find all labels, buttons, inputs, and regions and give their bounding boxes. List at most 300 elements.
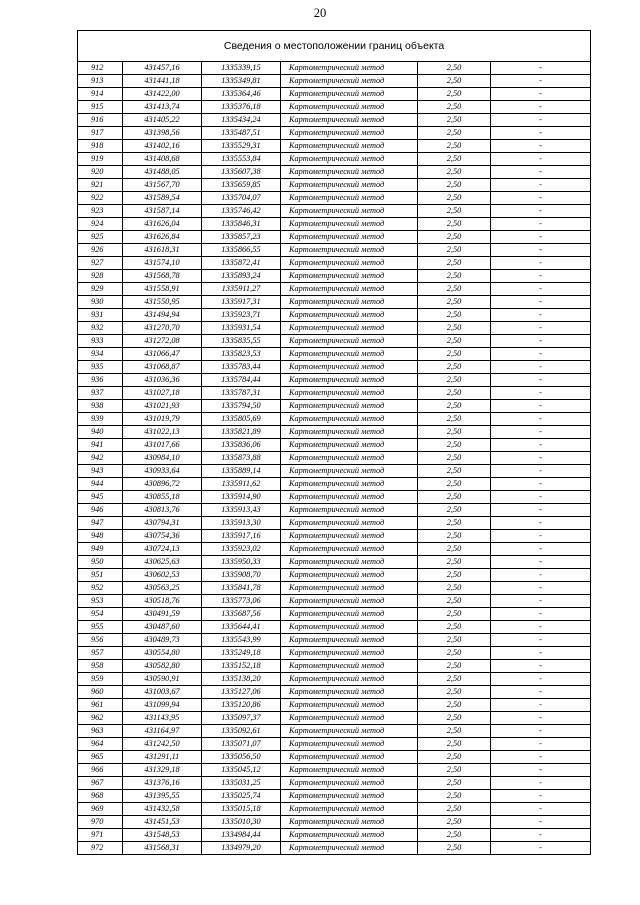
table-row — [78, 764, 591, 777]
description-cell: - — [491, 166, 591, 179]
y-coordinate-cell: 1335923,02 — [202, 543, 281, 556]
method-cell: Картометрический метод — [281, 673, 418, 686]
method-cell: Картометрический метод — [281, 348, 418, 361]
method-cell: Картометрический метод — [281, 816, 418, 829]
point-number-cell: 963 — [78, 725, 123, 738]
y-coordinate-cell: 1335015,18 — [202, 803, 281, 816]
point-number-cell: 941 — [78, 439, 123, 452]
x-coordinate-cell: 430582,80 — [123, 660, 202, 673]
y-coordinate-cell: 1335031,25 — [202, 777, 281, 790]
method-cell: Картометрический метод — [281, 608, 418, 621]
description-cell: - — [491, 660, 591, 673]
table-row — [78, 270, 591, 283]
y-coordinate-cell: 1335543,99 — [202, 634, 281, 647]
point-number-cell: 943 — [78, 465, 123, 478]
table-row — [78, 738, 591, 751]
accuracy-cell: 2,50 — [418, 582, 491, 595]
accuracy-cell: 2,50 — [418, 101, 491, 114]
x-coordinate-cell: 431022,13 — [123, 426, 202, 439]
x-coordinate-cell: 431441,18 — [123, 75, 202, 88]
method-cell: Картометрический метод — [281, 647, 418, 660]
table-row — [78, 348, 591, 361]
y-coordinate-cell: 1335249,18 — [202, 647, 281, 660]
point-number-cell: 949 — [78, 543, 123, 556]
accuracy-cell: 2,50 — [418, 647, 491, 660]
y-coordinate-cell: 1335487,51 — [202, 127, 281, 140]
accuracy-cell: 2,50 — [418, 140, 491, 153]
method-cell: Картометрический метод — [281, 725, 418, 738]
description-cell: - — [491, 751, 591, 764]
point-number-cell: 950 — [78, 556, 123, 569]
x-coordinate-cell: 431550,95 — [123, 296, 202, 309]
y-coordinate-cell: 1335659,85 — [202, 179, 281, 192]
description-cell: - — [491, 465, 591, 478]
method-cell: Картометрический метод — [281, 504, 418, 517]
method-cell: Картометрический метод — [281, 842, 418, 855]
point-number-cell: 955 — [78, 621, 123, 634]
x-coordinate-cell: 431376,16 — [123, 777, 202, 790]
accuracy-cell: 2,50 — [418, 192, 491, 205]
description-cell: - — [491, 218, 591, 231]
accuracy-cell: 2,50 — [418, 296, 491, 309]
x-coordinate-cell: 431568,31 — [123, 842, 202, 855]
y-coordinate-cell: 1335071,07 — [202, 738, 281, 751]
point-number-cell: 958 — [78, 660, 123, 673]
description-cell: - — [491, 361, 591, 374]
accuracy-cell: 2,50 — [418, 634, 491, 647]
x-coordinate-cell: 430984,10 — [123, 452, 202, 465]
description-cell: - — [491, 348, 591, 361]
accuracy-cell: 2,50 — [418, 595, 491, 608]
y-coordinate-cell: 1335127,06 — [202, 686, 281, 699]
x-coordinate-cell: 430563,25 — [123, 582, 202, 595]
y-coordinate-cell: 1335911,27 — [202, 283, 281, 296]
x-coordinate-cell: 430489,73 — [123, 634, 202, 647]
accuracy-cell: 2,50 — [418, 660, 491, 673]
method-cell: Картометрический метод — [281, 621, 418, 634]
point-number-cell: 931 — [78, 309, 123, 322]
accuracy-cell: 2,50 — [418, 465, 491, 478]
point-number-cell: 947 — [78, 517, 123, 530]
y-coordinate-cell: 1335152,18 — [202, 660, 281, 673]
accuracy-cell: 2,50 — [418, 309, 491, 322]
description-cell: - — [491, 634, 591, 647]
method-cell: Картометрический метод — [281, 179, 418, 192]
description-cell: - — [491, 257, 591, 270]
method-cell: Картометрический метод — [281, 283, 418, 296]
x-coordinate-cell: 431242,50 — [123, 738, 202, 751]
method-cell: Картометрический метод — [281, 686, 418, 699]
table-row — [78, 101, 591, 114]
method-cell: Картометрический метод — [281, 738, 418, 751]
x-coordinate-cell: 431272,08 — [123, 335, 202, 348]
method-cell: Картометрический метод — [281, 634, 418, 647]
table-row — [78, 582, 591, 595]
description-cell: - — [491, 725, 591, 738]
x-coordinate-cell: 431618,31 — [123, 244, 202, 257]
x-coordinate-cell: 431027,18 — [123, 387, 202, 400]
point-number-cell: 945 — [78, 491, 123, 504]
accuracy-cell: 2,50 — [418, 452, 491, 465]
method-cell: Картометрический метод — [281, 257, 418, 270]
method-cell: Картометрический метод — [281, 62, 418, 75]
point-number-cell: 922 — [78, 192, 123, 205]
y-coordinate-cell: 1334984,44 — [202, 829, 281, 842]
y-coordinate-cell: 1335908,70 — [202, 569, 281, 582]
accuracy-cell: 2,50 — [418, 88, 491, 101]
method-cell: Картометрический метод — [281, 764, 418, 777]
method-cell: Картометрический метод — [281, 387, 418, 400]
accuracy-cell: 2,50 — [418, 322, 491, 335]
table-row — [78, 712, 591, 725]
accuracy-cell: 2,50 — [418, 751, 491, 764]
y-coordinate-cell: 1335805,69 — [202, 413, 281, 426]
x-coordinate-cell: 431003,67 — [123, 686, 202, 699]
method-cell: Картометрический метод — [281, 582, 418, 595]
y-coordinate-cell: 1335339,15 — [202, 62, 281, 75]
table-row — [78, 322, 591, 335]
y-coordinate-cell: 1335866,55 — [202, 244, 281, 257]
x-coordinate-cell: 430933,64 — [123, 465, 202, 478]
table-row — [78, 543, 591, 556]
method-cell: Картометрический метод — [281, 127, 418, 140]
accuracy-cell: 2,50 — [418, 738, 491, 751]
boundary-table — [77, 30, 591, 855]
point-number-cell: 965 — [78, 751, 123, 764]
point-number-cell: 928 — [78, 270, 123, 283]
x-coordinate-cell: 431422,00 — [123, 88, 202, 101]
table-row — [78, 569, 591, 582]
accuracy-cell: 2,50 — [418, 244, 491, 257]
description-cell: - — [491, 764, 591, 777]
table-row — [78, 88, 591, 101]
method-cell: Картометрический метод — [281, 426, 418, 439]
point-number-cell: 924 — [78, 218, 123, 231]
table-row — [78, 244, 591, 257]
description-cell: - — [491, 140, 591, 153]
y-coordinate-cell: 1335836,06 — [202, 439, 281, 452]
table-row — [78, 465, 591, 478]
point-number-cell: 919 — [78, 153, 123, 166]
accuracy-cell: 2,50 — [418, 179, 491, 192]
x-coordinate-cell: 431548,53 — [123, 829, 202, 842]
point-number-cell: 966 — [78, 764, 123, 777]
point-number-cell: 952 — [78, 582, 123, 595]
description-cell: - — [491, 608, 591, 621]
accuracy-cell: 2,50 — [418, 361, 491, 374]
point-number-cell: 968 — [78, 790, 123, 803]
method-cell: Картометрический метод — [281, 413, 418, 426]
accuracy-cell: 2,50 — [418, 491, 491, 504]
description-cell: - — [491, 231, 591, 244]
point-number-cell: 962 — [78, 712, 123, 725]
description-cell: - — [491, 322, 591, 335]
accuracy-cell: 2,50 — [418, 400, 491, 413]
description-cell: - — [491, 270, 591, 283]
accuracy-cell: 2,50 — [418, 283, 491, 296]
method-cell: Картометрический метод — [281, 660, 418, 673]
description-cell: - — [491, 205, 591, 218]
table-row — [78, 75, 591, 88]
point-number-cell: 920 — [78, 166, 123, 179]
table-row — [78, 608, 591, 621]
point-number-cell: 937 — [78, 387, 123, 400]
description-cell: - — [491, 62, 591, 75]
point-number-cell: 915 — [78, 101, 123, 114]
table-row — [78, 556, 591, 569]
x-coordinate-cell: 431587,14 — [123, 205, 202, 218]
description-cell: - — [491, 244, 591, 257]
accuracy-cell: 2,50 — [418, 374, 491, 387]
table-row — [78, 621, 591, 634]
accuracy-cell: 2,50 — [418, 829, 491, 842]
description-cell: - — [491, 738, 591, 751]
x-coordinate-cell: 431626,84 — [123, 231, 202, 244]
point-number-cell: 936 — [78, 374, 123, 387]
point-number-cell: 964 — [78, 738, 123, 751]
x-coordinate-cell: 430518,76 — [123, 595, 202, 608]
accuracy-cell: 2,50 — [418, 231, 491, 244]
point-number-cell: 944 — [78, 478, 123, 491]
y-coordinate-cell: 1335889,14 — [202, 465, 281, 478]
y-coordinate-cell: 1335644,41 — [202, 621, 281, 634]
point-number-cell: 960 — [78, 686, 123, 699]
table-row — [78, 283, 591, 296]
accuracy-cell: 2,50 — [418, 153, 491, 166]
y-coordinate-cell: 1335349,81 — [202, 75, 281, 88]
description-cell: - — [491, 790, 591, 803]
table-row — [78, 114, 591, 127]
description-cell: - — [491, 413, 591, 426]
description-cell: - — [491, 75, 591, 88]
description-cell: - — [491, 283, 591, 296]
accuracy-cell: 2,50 — [418, 335, 491, 348]
method-cell: Картометрический метод — [281, 153, 418, 166]
method-cell: Картометрический метод — [281, 205, 418, 218]
y-coordinate-cell: 1335025,74 — [202, 790, 281, 803]
description-cell: - — [491, 127, 591, 140]
x-coordinate-cell: 431021,93 — [123, 400, 202, 413]
description-cell: - — [491, 777, 591, 790]
accuracy-cell: 2,50 — [418, 413, 491, 426]
table-row — [78, 673, 591, 686]
x-coordinate-cell: 430554,80 — [123, 647, 202, 660]
point-number-cell: 969 — [78, 803, 123, 816]
x-coordinate-cell: 431270,70 — [123, 322, 202, 335]
method-cell: Картометрический метод — [281, 790, 418, 803]
accuracy-cell: 2,50 — [418, 699, 491, 712]
method-cell: Картометрический метод — [281, 270, 418, 283]
description-cell: - — [491, 478, 591, 491]
point-number-cell: 930 — [78, 296, 123, 309]
table-row — [78, 426, 591, 439]
table-title: Сведения о местоположении границ объекта — [78, 31, 591, 62]
table-body — [78, 31, 591, 855]
method-cell: Картометрический метод — [281, 218, 418, 231]
method-cell: Картометрический метод — [281, 556, 418, 569]
method-cell: Картометрический метод — [281, 231, 418, 244]
description-cell: - — [491, 829, 591, 842]
point-number-cell: 959 — [78, 673, 123, 686]
point-number-cell: 942 — [78, 452, 123, 465]
x-coordinate-cell: 431589,54 — [123, 192, 202, 205]
description-cell: - — [491, 842, 591, 855]
x-coordinate-cell: 431036,36 — [123, 374, 202, 387]
method-cell: Картометрический метод — [281, 309, 418, 322]
table-row — [78, 517, 591, 530]
table-row — [78, 842, 591, 855]
accuracy-cell: 2,50 — [418, 517, 491, 530]
point-number-cell: 918 — [78, 140, 123, 153]
table-row — [78, 296, 591, 309]
point-number-cell: 913 — [78, 75, 123, 88]
point-number-cell: 916 — [78, 114, 123, 127]
method-cell: Картометрический метод — [281, 322, 418, 335]
x-coordinate-cell: 430813,76 — [123, 504, 202, 517]
table-row — [78, 751, 591, 764]
point-number-cell: 946 — [78, 504, 123, 517]
method-cell: Картометрический метод — [281, 543, 418, 556]
y-coordinate-cell: 1335529,31 — [202, 140, 281, 153]
point-number-cell: 938 — [78, 400, 123, 413]
table-row — [78, 452, 591, 465]
description-cell: - — [491, 426, 591, 439]
method-cell: Картометрический метод — [281, 88, 418, 101]
accuracy-cell: 2,50 — [418, 504, 491, 517]
point-number-cell: 932 — [78, 322, 123, 335]
description-cell: - — [491, 387, 591, 400]
y-coordinate-cell: 1335950,33 — [202, 556, 281, 569]
point-number-cell: 914 — [78, 88, 123, 101]
table-row — [78, 647, 591, 660]
table-header-row — [78, 31, 591, 62]
table-row — [78, 660, 591, 673]
x-coordinate-cell: 431019,79 — [123, 413, 202, 426]
x-coordinate-cell: 431451,53 — [123, 816, 202, 829]
accuracy-cell: 2,50 — [418, 218, 491, 231]
y-coordinate-cell: 1335823,53 — [202, 348, 281, 361]
point-number-cell: 939 — [78, 413, 123, 426]
description-cell: - — [491, 556, 591, 569]
accuracy-cell: 2,50 — [418, 712, 491, 725]
method-cell: Картометрический метод — [281, 140, 418, 153]
y-coordinate-cell: 1335931,54 — [202, 322, 281, 335]
description-cell: - — [491, 400, 591, 413]
description-cell: - — [491, 179, 591, 192]
x-coordinate-cell: 430724,13 — [123, 543, 202, 556]
description-cell: - — [491, 816, 591, 829]
table-row — [78, 699, 591, 712]
point-number-cell: 971 — [78, 829, 123, 842]
method-cell: Картометрический метод — [281, 803, 418, 816]
accuracy-cell: 2,50 — [418, 816, 491, 829]
method-cell: Картометрический метод — [281, 439, 418, 452]
table-row — [78, 218, 591, 231]
y-coordinate-cell: 1335704,07 — [202, 192, 281, 205]
y-coordinate-cell: 1335787,31 — [202, 387, 281, 400]
x-coordinate-cell: 431457,16 — [123, 62, 202, 75]
y-coordinate-cell: 1335376,18 — [202, 101, 281, 114]
x-coordinate-cell: 431408,68 — [123, 153, 202, 166]
point-number-cell: 929 — [78, 283, 123, 296]
x-coordinate-cell: 431558,91 — [123, 283, 202, 296]
y-coordinate-cell: 1335913,30 — [202, 517, 281, 530]
accuracy-cell: 2,50 — [418, 764, 491, 777]
table-row — [78, 62, 591, 75]
accuracy-cell: 2,50 — [418, 114, 491, 127]
y-coordinate-cell: 1335917,16 — [202, 530, 281, 543]
accuracy-cell: 2,50 — [418, 543, 491, 556]
accuracy-cell: 2,50 — [418, 205, 491, 218]
y-coordinate-cell: 1335773,06 — [202, 595, 281, 608]
point-number-cell: 970 — [78, 816, 123, 829]
description-cell: - — [491, 686, 591, 699]
y-coordinate-cell: 1335364,46 — [202, 88, 281, 101]
description-cell: - — [491, 543, 591, 556]
accuracy-cell: 2,50 — [418, 686, 491, 699]
point-number-cell: 925 — [78, 231, 123, 244]
x-coordinate-cell: 431568,78 — [123, 270, 202, 283]
point-number-cell: 940 — [78, 426, 123, 439]
y-coordinate-cell: 1335045,12 — [202, 764, 281, 777]
table-row — [78, 777, 591, 790]
y-coordinate-cell: 1335794,50 — [202, 400, 281, 413]
y-coordinate-cell: 1335120,86 — [202, 699, 281, 712]
point-number-cell: 954 — [78, 608, 123, 621]
description-cell: - — [491, 491, 591, 504]
method-cell: Картометрический метод — [281, 530, 418, 543]
x-coordinate-cell: 430491,59 — [123, 608, 202, 621]
table-row — [78, 257, 591, 270]
point-number-cell: 933 — [78, 335, 123, 348]
method-cell: Картометрический метод — [281, 595, 418, 608]
x-coordinate-cell: 431066,47 — [123, 348, 202, 361]
description-cell: - — [491, 582, 591, 595]
x-coordinate-cell: 431291,11 — [123, 751, 202, 764]
point-number-cell: 967 — [78, 777, 123, 790]
x-coordinate-cell: 431405,22 — [123, 114, 202, 127]
table-row — [78, 491, 591, 504]
accuracy-cell: 2,50 — [418, 270, 491, 283]
description-cell: - — [491, 803, 591, 816]
accuracy-cell: 2,50 — [418, 426, 491, 439]
y-coordinate-cell: 1335821,89 — [202, 426, 281, 439]
x-coordinate-cell: 431143,95 — [123, 712, 202, 725]
x-coordinate-cell: 431567,70 — [123, 179, 202, 192]
method-cell: Картометрический метод — [281, 335, 418, 348]
point-number-cell: 917 — [78, 127, 123, 140]
table-row — [78, 595, 591, 608]
description-cell: - — [491, 374, 591, 387]
y-coordinate-cell: 1335872,41 — [202, 257, 281, 270]
description-cell: - — [491, 673, 591, 686]
method-cell: Картометрический метод — [281, 101, 418, 114]
accuracy-cell: 2,50 — [418, 387, 491, 400]
accuracy-cell: 2,50 — [418, 166, 491, 179]
x-coordinate-cell: 430896,72 — [123, 478, 202, 491]
point-number-cell: 912 — [78, 62, 123, 75]
table-row — [78, 816, 591, 829]
y-coordinate-cell: 1335857,23 — [202, 231, 281, 244]
description-cell: - — [491, 309, 591, 322]
description-cell: - — [491, 88, 591, 101]
table-row — [78, 478, 591, 491]
x-coordinate-cell: 431432,58 — [123, 803, 202, 816]
table-row — [78, 829, 591, 842]
y-coordinate-cell: 1335917,31 — [202, 296, 281, 309]
table-row — [78, 439, 591, 452]
method-cell: Картометрический метод — [281, 517, 418, 530]
